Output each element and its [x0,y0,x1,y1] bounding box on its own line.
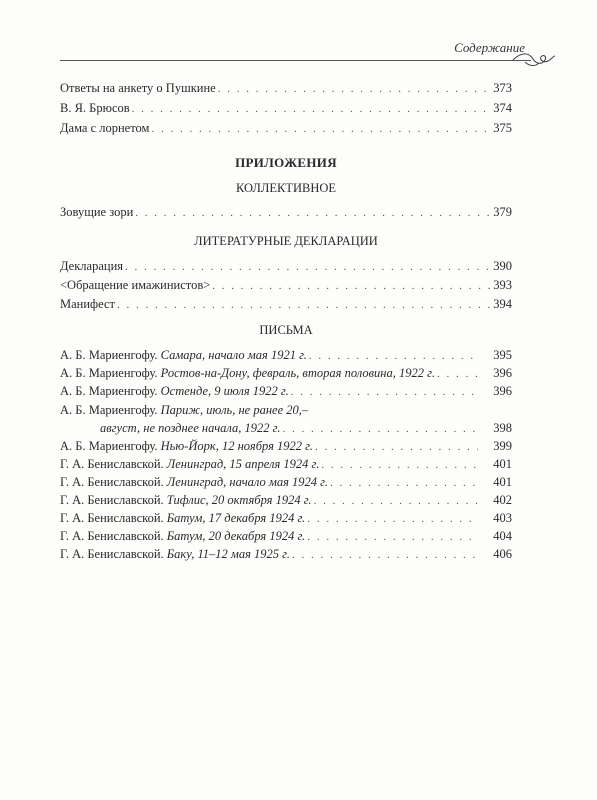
entry-title [60,366,435,381]
toc-entry-continuation[interactable] [100,421,512,438]
leader-dots [218,83,492,95]
leader-dots [330,477,478,489]
leader-dots [212,280,491,292]
leader-dots [307,531,478,543]
entry-page: 399 [493,439,512,453]
leader-dots [125,261,491,273]
entry-page: 401 [493,475,512,489]
leader-dots [307,513,478,525]
letter-recipient: А. Б. Мариенгофу. [60,403,158,417]
leader-dots [321,459,478,471]
letter-place-date: Баку, 11–12 мая 1925 г. [166,547,291,561]
toc-entry[interactable] [60,121,512,138]
entry-title [60,529,305,544]
entry-title: Ответы на анкету о Пушкине [60,81,216,95]
entry-page: 402 [493,493,512,507]
entry-title: Дама с лорнетом [60,121,150,135]
entry-title [60,547,290,562]
entry-page: 374 [493,101,512,115]
toc-entry[interactable] [60,297,512,314]
toc-entry[interactable] [60,529,512,546]
letter-place-date: Батум, 20 декабря 1924 г. [166,529,306,543]
leader-dots [151,123,491,135]
leader-dots [292,549,478,561]
entry-title: Зовущие зори [60,205,134,219]
letter-recipient: Г. А. Бениславской. [60,493,164,507]
leader-dots [132,103,492,115]
entry-title [60,384,289,399]
letter-recipient: Г. А. Бениславской. [60,547,164,561]
toc-entry[interactable] [60,348,512,365]
entry-title [60,348,307,363]
toc-entry[interactable] [60,101,512,118]
letter-recipient: Г. А. Бениславской. [60,511,164,525]
letter-place-date: Нью-Йорк, 12 ноября 1922 г. [160,439,313,453]
leader-dots [309,350,478,362]
leader-dots [291,386,478,398]
leader-dots [315,441,478,453]
toc-entry[interactable] [60,259,512,276]
toc-entry[interactable] [60,511,512,528]
toc-entry[interactable] [60,439,512,456]
entry-page: 395 [493,348,512,362]
letter-recipient: А. Б. Мариенгофу. [60,366,158,380]
toc-entry[interactable] [60,384,512,401]
leader-dots [437,368,478,380]
entry-title: <Обращение имажинистов> [60,278,211,292]
entry-page: 390 [493,259,512,273]
entry-title: В. Я. Брюсов [60,101,130,115]
appendix-heading: ПРИЛОЖЕНИЯ [235,155,337,170]
letter-place-date: Ленинград, 15 апреля 1924 г. [166,457,320,471]
letter-place-date: Самара, начало мая 1921 г. [160,348,307,362]
entry-title [60,511,305,526]
toc-entry[interactable] [60,547,512,564]
leader-dots [314,495,478,507]
table-of-contents [60,0,512,800]
entry-page: 401 [493,457,512,471]
letter-place-date: Париж, июль, не ранее 20,– [160,403,309,417]
letter-recipient: А. Б. Мариенгофу. [60,384,158,398]
entry-title [60,475,328,490]
entry-title [60,439,313,454]
letters-heading: ПИСЬМА [259,323,313,337]
letter-recipient: Г. А. Бениславской. [60,475,164,489]
letter-place-date: Ленинград, начало мая 1924 г. [166,475,329,489]
letter-recipient: А. Б. Мариенгофу. [60,348,158,362]
letter-place-date-continued: август, не позднее начала, 1922 г. [100,421,281,435]
toc-entry[interactable] [60,493,512,510]
letter-place-date: Батум, 17 декабря 1924 г. [166,511,306,525]
flourish-ornament-icon [511,50,557,70]
leader-dots [135,207,491,219]
entry-page: 379 [493,205,512,219]
letter-recipient: Г. А. Бениславской. [60,529,164,543]
leader-dots [117,299,491,311]
letter-place-date: Ростов-на-Дону, февраль, вторая половина, 1922 г. [160,366,435,380]
entry-title [60,403,308,418]
entry-page: 396 [493,384,512,398]
entry-title [60,457,319,472]
toc-entry[interactable] [60,205,512,222]
declarations-heading: ЛИТЕРАТУРНЫЕ ДЕКЛАРАЦИИ [194,234,378,248]
entry-page: 393 [493,278,512,292]
toc-entry[interactable] [60,457,512,474]
collective-heading: КОЛЛЕКТИВНОЕ [235,181,337,195]
entry-page: 375 [493,121,512,135]
letter-place-date: Тифлис, 20 октября 1924 г. [166,493,312,507]
entry-page: 404 [493,529,512,543]
leader-dots [282,423,478,435]
entry-page: 398 [493,421,512,435]
toc-entry[interactable] [60,366,512,383]
letter-recipient: А. Б. Мариенгофу. [60,439,158,453]
header-title: Содержание [454,40,525,55]
entry-page: 406 [493,547,512,561]
toc-entry[interactable] [60,475,512,492]
toc-entry[interactable] [60,278,512,295]
entry-page: 373 [493,81,512,95]
letter-recipient: Г. А. Бениславской. [60,457,164,471]
entry-page: 403 [493,511,512,525]
entry-page: 396 [493,366,512,380]
toc-entry[interactable] [60,81,512,98]
entry-title: Манифест [60,297,116,311]
letter-place-date: Остенде, 9 июля 1922 г. [160,384,289,398]
entry-page: 394 [493,297,512,311]
entry-title [60,493,312,508]
toc-entry[interactable] [60,403,512,420]
entry-title: Декларация [60,259,124,273]
